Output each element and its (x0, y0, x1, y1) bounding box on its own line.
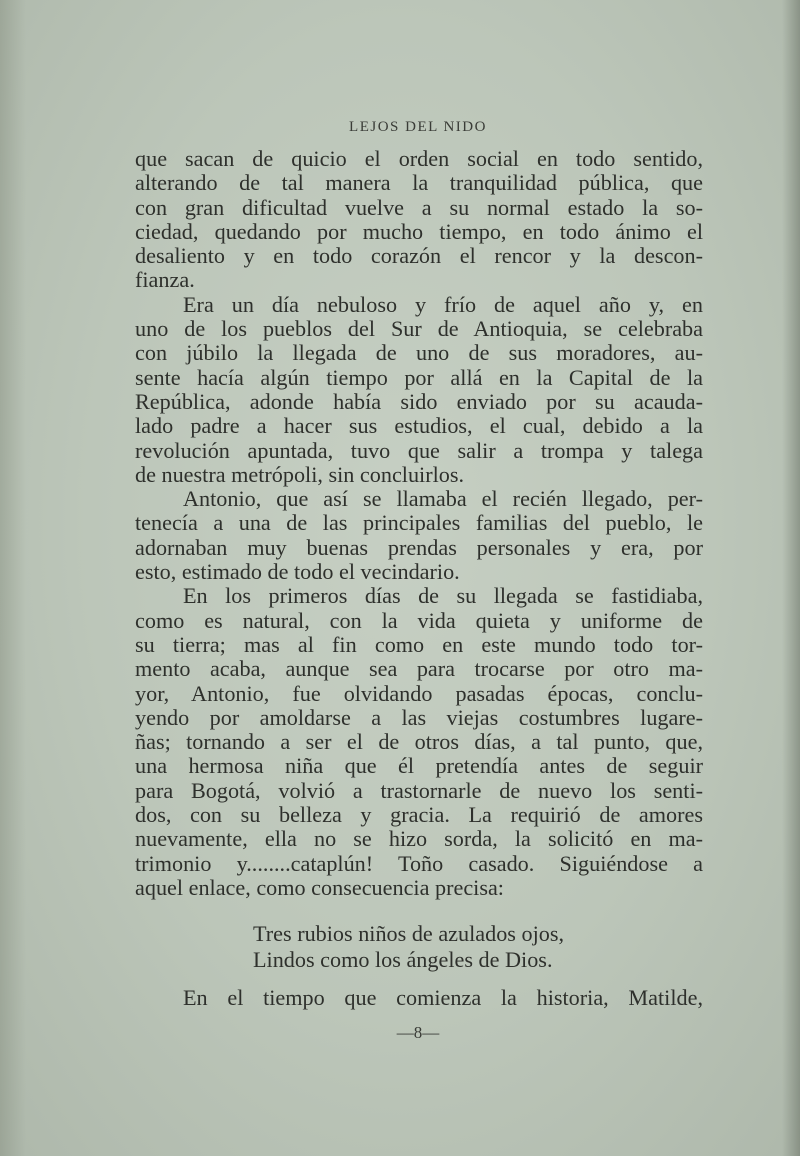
text-line: trimonio y........cataplún! Toño casado. Siguiéndose a (135, 850, 703, 876)
text-line: de nuestra metrópoli, sin concluirlos. (135, 461, 465, 487)
text-line: con gran dificultad vuelve a su normal estado la so- (135, 194, 703, 220)
verse-line: Lindos como los ángeles de Dios. (253, 947, 553, 972)
text-line: revolución apuntada, tuvo que salir a trompa y talega (135, 437, 703, 463)
text-line: esto, estimado de todo el vecindario. (135, 559, 460, 585)
text-line: su tierra; mas al fin como en este mundo todo tor- (135, 631, 703, 657)
page-edge-shadow-right (782, 0, 800, 1156)
closing-line: En el tiempo que comienza la historia, Matilde, (183, 985, 703, 1010)
running-head: LEJOS DEL NIDO (349, 119, 487, 135)
text-line: tenecía a una de las principales familias del pueblo, le (135, 510, 703, 536)
text-line: desaliento y en todo corazón el rencor y la descon- (135, 243, 703, 269)
verse-quote (253, 921, 564, 973)
text-line: sente hacía algún tiempo por allá en la Capital de la (135, 364, 703, 390)
text-line: mento acaba, aunque sea para trocarse por otro ma- (135, 656, 703, 682)
verse-line: Tres rubios niños de azulados ojos, (253, 921, 565, 946)
text-line: Antonio, que así se llamaba el recién llegado, per- (183, 486, 703, 512)
text-line: ciedad, quedando por mucho tiempo, en todo ánimo el (135, 218, 703, 244)
text-line: alterando de tal manera la tranquilidad pública, que (135, 170, 703, 196)
text-line: En los primeros días de su llegada se fastidiaba, (183, 583, 703, 609)
text-line: adornaban muy buenas prendas personales y era, por (135, 534, 703, 560)
text-line: que sacan de quicio el orden social en todo sentido, (135, 146, 703, 171)
text-line: Era un día nebuloso y frío de aquel año y, en (183, 291, 703, 317)
text-line: dos, con su belleza y gracia. La requirió de amores (135, 802, 703, 828)
text-line: República, adonde había sido enviado por su acauda- (135, 388, 703, 414)
text-line: yendo por amoldarse a las viejas costumbres lugare- (135, 704, 703, 730)
text-line: para Bogotá, volvió a trastornarle de nuevo los senti- (135, 777, 703, 803)
body-text (135, 147, 703, 900)
text-line: con júbilo la llegada de uno de sus moradores, au- (135, 340, 703, 366)
text-line: uno de los pueblos del Sur de Antioquia, se celebraba (135, 316, 703, 342)
text-line: yor, Antonio, fue olvidando pasadas épocas, conclu- (135, 680, 703, 706)
text-line: fianza. (135, 267, 195, 293)
page-number: —8— (396, 1023, 440, 1042)
text-line: como es natural, con la vida quieta y uniforme de (135, 607, 703, 633)
text-line: una hermosa niña que él pretendía antes de seguir (135, 753, 703, 779)
text-line: nuevamente, ella no se hizo sorda, la solicitó en ma- (135, 826, 703, 852)
text-line: aquel enlace, como consecuencia precisa: (135, 874, 504, 900)
text-line: ñas; tornando a ser el de otros días, a tal punto, que, (135, 729, 703, 755)
page-edge-shadow-left (0, 0, 26, 1156)
text-line: lado padre a hacer sus estudios, el cual, debido a la (135, 413, 703, 439)
